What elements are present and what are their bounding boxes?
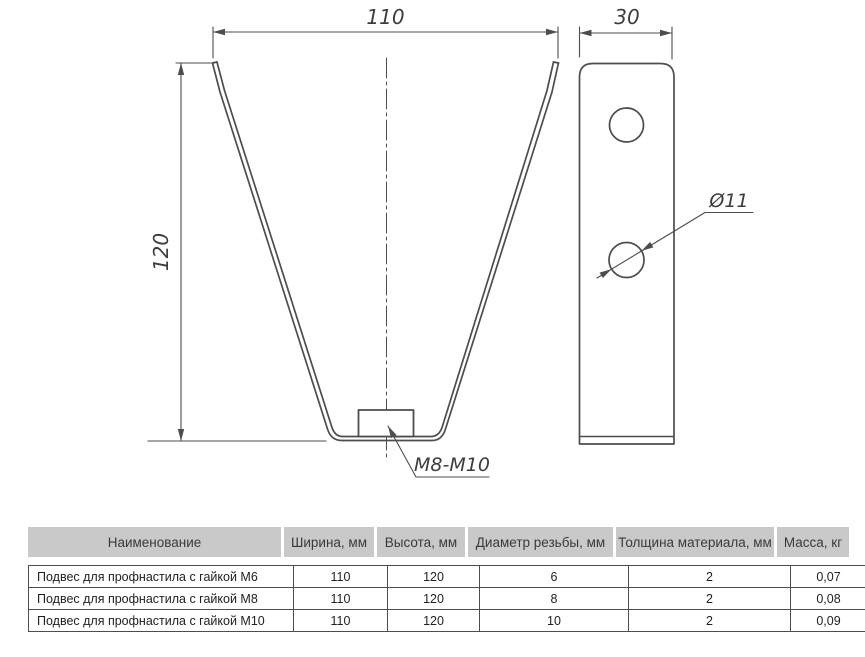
cell-material-thickness: 2	[629, 610, 791, 632]
header-name: Наименование	[28, 527, 281, 557]
cell-mass: 0,08	[791, 588, 865, 610]
cell-height: 120	[388, 588, 480, 610]
front-view	[148, 5, 559, 477]
dim-120-label: 120	[149, 232, 173, 272]
header-width: Ширина, мм	[284, 527, 374, 557]
dim-110-label: 110	[366, 5, 405, 29]
arrowhead	[178, 429, 184, 441]
cell-thread-diameter: 6	[480, 566, 629, 588]
spec-table-header	[28, 527, 852, 557]
dimension-height-120	[148, 63, 326, 441]
cell-material-thickness: 2	[629, 588, 791, 610]
upper-hole	[610, 108, 644, 142]
dim-120-ext-lines	[148, 63, 326, 441]
arrowhead	[600, 269, 612, 278]
table-row	[29, 588, 865, 610]
cell-width: 110	[294, 566, 388, 588]
cell-mass: 0,07	[791, 566, 865, 588]
cell-height: 120	[388, 566, 480, 588]
arrowhead	[642, 242, 654, 251]
header-height: Высота, мм	[377, 527, 465, 557]
cell-thread-diameter: 8	[480, 588, 629, 610]
cell-name: Подвес для профнастила с гайкой М8	[29, 588, 294, 610]
cell-mass: 0,09	[791, 610, 865, 632]
hole-callout	[597, 213, 753, 279]
front-view-outer-contour	[213, 63, 559, 441]
nut	[359, 410, 414, 437]
table-row	[29, 610, 865, 632]
spec-table	[28, 527, 852, 632]
hole-diameter-label: Ø11	[709, 190, 749, 212]
header-thread-diameter: Диаметр резьбы, мм	[468, 527, 613, 557]
spec-table-body	[28, 565, 865, 632]
header-material-thickness: Толщина материала, мм	[616, 527, 774, 557]
cell-name: Подвес для профнастила с гайкой М6	[29, 566, 294, 588]
cell-width: 110	[294, 610, 388, 632]
arrowhead	[660, 30, 672, 36]
hole-leader-line	[597, 213, 753, 279]
table-row	[29, 566, 865, 588]
arrowhead	[546, 29, 558, 35]
header-mass: Масса, кг	[777, 527, 849, 557]
arrowhead	[213, 29, 225, 35]
dim-30-label: 30	[614, 5, 640, 29]
cell-width: 110	[294, 588, 388, 610]
side-view	[580, 5, 754, 444]
side-view-body	[580, 64, 675, 445]
arrowhead	[178, 63, 184, 75]
cell-name: Подвес для профнастила с гайкой М10	[29, 610, 294, 632]
front-view-tip-caps	[213, 62, 559, 63]
dimension-width-30	[580, 27, 673, 59]
cell-height: 120	[388, 610, 480, 632]
cell-thread-diameter: 10	[480, 610, 629, 632]
arrowhead	[580, 30, 592, 36]
dim-30-ext-lines	[580, 27, 673, 59]
cell-material-thickness: 2	[629, 566, 791, 588]
nut-label: M8-M10	[414, 454, 490, 476]
dimension-width-110	[213, 27, 558, 58]
